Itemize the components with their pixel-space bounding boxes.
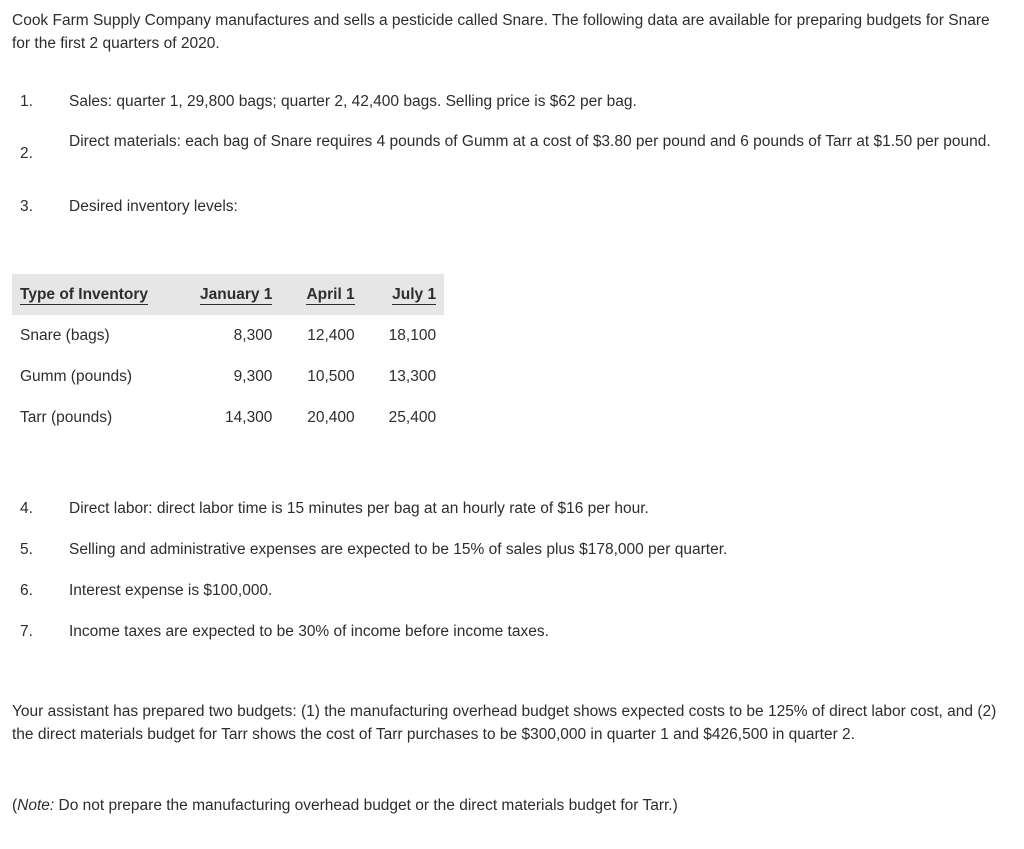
list-item-number: 4. [20, 500, 33, 517]
list-item-number: 1. [20, 93, 33, 110]
list-item-text: Direct labor: direct labor time is 15 minutes per bag at an hourly rate of $16 per hour. [69, 500, 649, 517]
list-item-number: 5. [20, 541, 33, 558]
row-label: Gumm (pounds) [20, 368, 132, 385]
assistant-paragraph: Your assistant has prepared two budgets: (1) the manufacturing overhead budget shows expected costs to be 125% of direct labor cost, and (2) the direct materials budget for Tarr shows the cost of Tarr purchases to be $300,000 in quarter 1 and $426,500 in quarter 2. [12, 703, 997, 743]
row-label: Snare (bags) [20, 327, 110, 344]
cell-january-1: 14,300 [225, 409, 273, 426]
header-type-of-inventory: Type of Inventory [20, 286, 149, 303]
row-label: Tarr (pounds) [20, 409, 113, 426]
list-item-text: Desired inventory levels: [69, 198, 238, 215]
note-text: Do not prepare the manufacturing overhead budget or the direct materials budget for Tarr.) [54, 797, 678, 814]
table-header-row [12, 274, 444, 315]
list-item-number: 7. [20, 623, 33, 640]
list-item-number: 6. [20, 582, 33, 599]
header-april-1: April 1 [306, 286, 355, 303]
list-item-text: Income taxes are expected to be 30% of income before income taxes. [69, 623, 549, 640]
note-paragraph [12, 794, 1016, 817]
list-item-number: 2. [20, 145, 33, 162]
list-item-number: 3. [20, 198, 33, 215]
cell-january-1: 8,300 [233, 327, 273, 344]
list-item-text: Interest expense is $100,000. [69, 582, 273, 599]
table-row [12, 315, 444, 356]
cell-july-1: 18,100 [388, 327, 437, 344]
inventory-table [12, 274, 444, 438]
table-row [12, 356, 444, 397]
note-label: Note: [17, 797, 55, 814]
cell-january-1: 9,300 [233, 368, 273, 385]
cell-july-1: 25,400 [388, 409, 437, 426]
table-row [12, 397, 444, 438]
cell-april-1: 12,400 [307, 327, 355, 344]
header-january-1: January 1 [200, 286, 273, 303]
list-item-text: Selling and administrative expenses are expected to be 15% of sales plus $178,000 per quarter. [69, 541, 728, 558]
cell-april-1: 10,500 [307, 368, 355, 385]
header-july-1: July 1 [392, 286, 437, 303]
list-item-text: Direct materials: each bag of Snare requires 4 pounds of Gumm at a cost of $3.80 per pound and 6 pounds of Tarr at $1.50 per pound. [69, 133, 991, 150]
note-open: ( [12, 797, 18, 814]
list-item-text: Sales: quarter 1, 29,800 bags; quarter 2, 42,400 bags. Selling price is $62 per bag. [69, 93, 637, 110]
cell-april-1: 20,400 [307, 409, 355, 426]
intro-paragraph: Cook Farm Supply Company manufactures and sells a pesticide called Snare. The following data are available for preparing budgets for Snare for the first 2 quarters of 2020. [12, 12, 990, 52]
cell-july-1: 13,300 [388, 368, 437, 385]
